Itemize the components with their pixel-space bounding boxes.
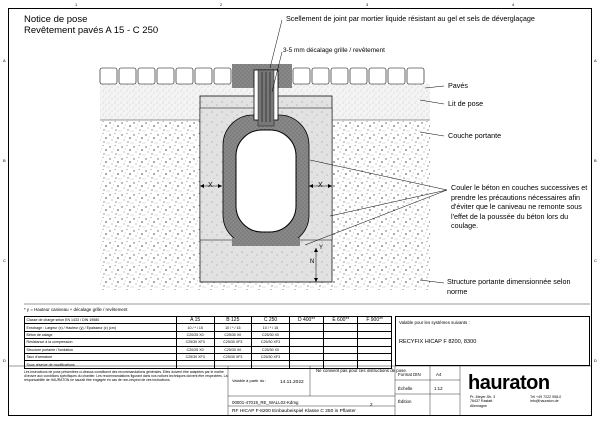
table-cell [324,353,358,360]
ruler-number-4: 4 [512,2,515,7]
valid-from-label: Valable à partir du : [232,378,267,383]
company-phone: Tél +49 7222 958-0 [530,395,562,399]
format-value: A4 [436,372,442,377]
table-cell [252,361,290,368]
table-row-label: Béton de calage [25,331,177,338]
ruler-number-2: 2 [220,2,223,7]
ruler-letter-c: C [3,258,6,263]
drawing-number: 00001-47019_RE_WALL02-Kdmg [232,400,299,405]
table-cell [176,361,214,368]
address-line-1: Pr.-Meyer-Str. 3 [470,395,496,399]
table-cell: 10 / * / 15 [176,324,214,331]
table-cell: C25/30 X0 [214,346,252,353]
table-cell [324,331,358,338]
title-line-1: Notice de pose [24,14,88,25]
table-cell: C25/30 XF3 [176,353,214,360]
table-row-label: Sous réserve de modifications [25,361,177,368]
title-line-2: Revêtement pavés A 15 - C 250 [24,25,159,36]
table-cell [324,324,358,331]
table-cell: C25/30 X0 [252,331,290,338]
company-contact [530,395,561,404]
table-row-label: Résistance à la compression [25,339,177,346]
table-header-e600: E 600** [324,317,358,324]
label-structure-portante: Structure portante dimensionnée selon norme [447,277,571,296]
table-header-d400: D 400** [289,317,323,324]
table-cell [358,353,392,360]
format-label: Format DIN [398,372,421,377]
footnote-grille-cover: * y = Hauteur caniveau + décalage grille / revêtement [24,307,128,312]
table-cell [214,361,252,368]
table-cell [289,339,323,346]
valid-systems-name: RECYFIX HICAP F 8200, 8300 [399,339,477,345]
table-cell [358,331,392,338]
table-header-c250: C 250 [252,317,290,324]
address-line-3: Allemagne [470,403,487,408]
plan-notice: Ne convient pas pour ces instructions de pose. [316,368,408,373]
table-cell: C25/30 XF3 [176,339,214,346]
table-row-label: Taux d'armature [25,353,177,360]
table-cell [289,324,323,331]
format-info [395,368,459,412]
table-cell [289,346,323,353]
dimension-n: N [310,259,315,265]
issue-date: 14.11.2022 [280,380,304,385]
table-header-label: Classe de charge selon EN 1433 / DIN 19580 [25,317,177,324]
ruler-letter-d-right: D [594,358,597,363]
load-class-table [24,316,392,369]
table-cell [289,353,323,360]
dimension-x-left: X [208,182,213,189]
table-header-b125: B 125 [214,317,252,324]
valid-systems-box [395,316,590,366]
address-line-2: 76437 Rastatt [470,399,493,404]
hauraton-logo: hauraton [468,372,550,394]
ruler-letter-a: A [3,58,6,63]
table-header-a15: A 15 [176,317,214,324]
ruler-letter-d: D [3,358,6,363]
ruler-letter-a-right: A [594,58,597,63]
table-cell [324,339,358,346]
company-address [470,395,495,408]
edition-label: Édition [398,399,412,404]
table-cell: C20/25 X0 [176,346,214,353]
ruler-letter-b-right: B [594,158,597,163]
ruler-number-1: 1 [75,2,78,7]
table-cell: C25/30 XF3 [252,339,290,346]
table-row-label: Enrobage : Largeur (x) / Hauteur (y) / Épaisseur (z) (cm) [25,324,177,331]
table-header-f900: F 900** [358,317,392,324]
drawing-subtitle: RF HICAP F-8200 Einbaubeispiel Klasse C 250 in Pflaster [232,409,356,414]
scale-label: Échelle [398,386,413,391]
legal-notice: Les instructions de pose présentées ci-dessus constituent des recommandations générales. Elles doivent être adaptées par le maître d'œuvre aux conditions spécifiques du chantier. Les recommandations figurant dans nos notices techniques doivent être respectées. La responsabilité de HAURATON ne saurait être engagée en cas de non-respect de ces instructions. [24,370,228,383]
table-cell: 10 / * / 15 [214,324,252,331]
label-paves: Pavés [448,81,468,90]
company-email: info@hauraton.de [530,399,559,404]
revision-number: 2 [370,402,373,407]
ruler-letter-c-right: C [594,258,597,263]
dimension-x-right: X [318,182,323,189]
valid-systems-label: Valable pour les systèmes suivants : [399,320,470,325]
table-cell: 10 / * / 15 [252,324,290,331]
table-cell [324,346,358,353]
table-cell [358,339,392,346]
table-cell: C25/30 X0 [252,346,290,353]
label-concrete-note: Couler le béton en couches successives et prendre les précautions nécessaires afin d'éviter que le caniveau ne remonte sous l'effet de la poussée du béton lors du coulage. [451,183,588,231]
label-lit-de-pose: Lit de pose [448,99,484,108]
label-couche-portante: Couche portante [448,131,502,140]
table-cell [289,331,323,338]
table-cell [358,324,392,331]
table-cell: C25/30 XF3 [214,339,252,346]
label-joint-mortar: Scellement de joint par mortier liquide résistant au gel et sels de déverglaçage [286,14,535,23]
table-cell [358,346,392,353]
table-cell: C25/30 XF3 [214,353,252,360]
scale-value: 1:12 [434,386,443,391]
table-cell: C20/25 X0 [176,331,214,338]
ruler-number-3: 3 [366,2,369,7]
table-cell: C25/30 XF3 [252,353,290,360]
ruler-letter-b: B [3,158,6,163]
label-grille-offset: 3-5 mm décalage grille / revêtement [283,47,385,54]
dimension-y: Y [319,245,324,251]
table-row-label: Structure portante / fondation [25,346,177,353]
table-cell: C25/30 X0 [214,331,252,338]
